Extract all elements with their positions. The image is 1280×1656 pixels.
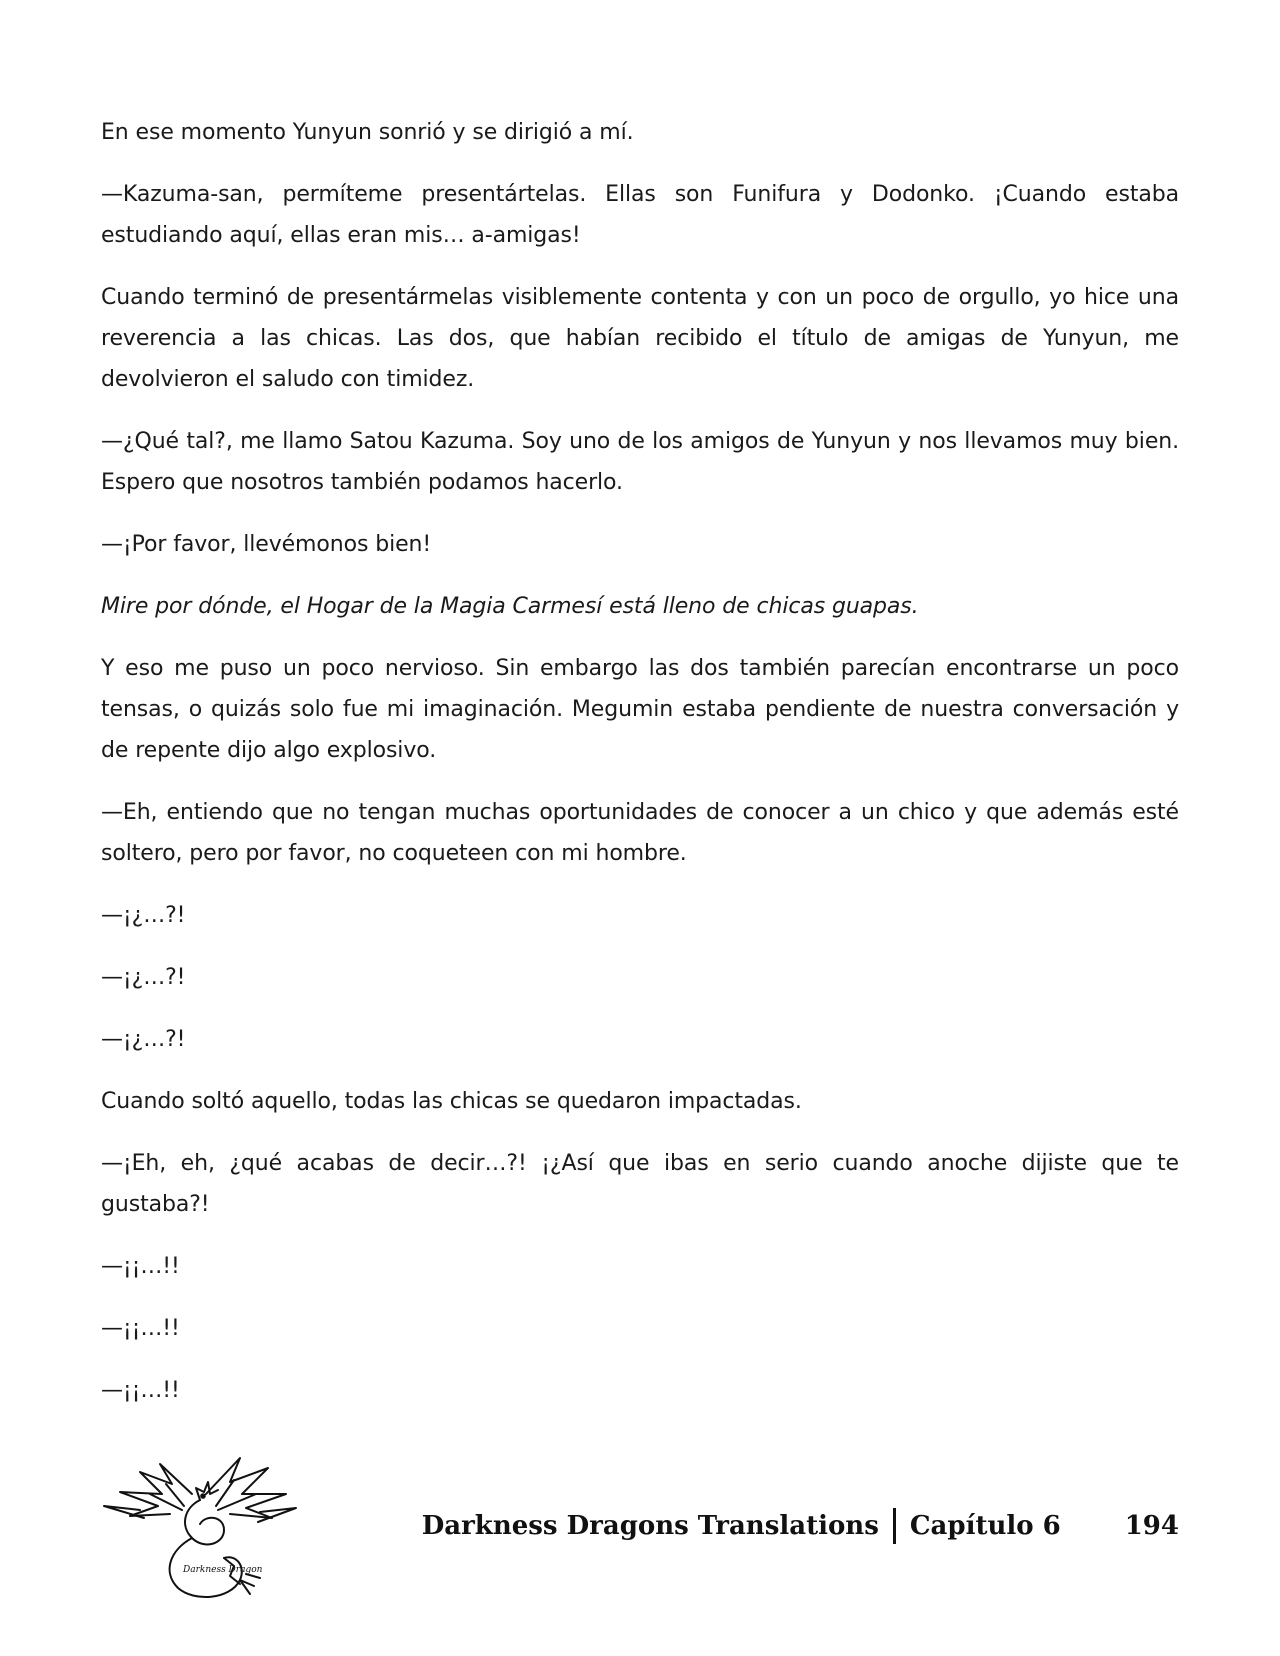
page-content bbox=[101, 112, 1179, 1432]
paragraph: Cuando terminó de presentármelas visiblemente contenta y con un poco de orgullo, yo hice una reverencia a las chicas. Las dos, que habían recibido el título de amigas de Yunyun, me devolvieron el saludo con timidez. bbox=[101, 285, 1179, 392]
paragraph: —¡Eh, eh, ¿qué acabas de decir…?! ¡¿Así que ibas en serio cuando anoche dijiste que te gustaba?! bbox=[101, 1151, 1179, 1217]
logo-text: Darkness Dragon bbox=[183, 1565, 263, 1575]
paragraph: En ese momento Yunyun sonrió y se dirigió a mí. bbox=[101, 120, 634, 145]
paragraph: —Eh, entiendo que no tengan muchas oportunidades de conocer a un chico y que además esté soltero, pero por favor, no coqueteen con mi hombre. bbox=[101, 800, 1179, 866]
group-name: Darkness Dragons Translations bbox=[421, 1511, 879, 1541]
paragraph: Y eso me puso un poco nervioso. Sin embargo las dos también parecían encontrarse un poco tensas, o quizás solo fue mi imaginación. Megumin estaba pendiente de nuestra conversación y de repente dijo algo explosivo. bbox=[101, 656, 1179, 763]
paragraph: —¡¡…!! bbox=[101, 1378, 180, 1403]
paragraph: —¡¡…!! bbox=[101, 1254, 180, 1279]
footer-divider bbox=[893, 1508, 896, 1544]
paragraph: —Kazuma-san, permíteme presentártelas. Ellas son Funifura y Dodonko. ¡Cuando estaba estudiando aquí, ellas eran mis… a-amigas! bbox=[101, 182, 1179, 248]
chapter-label: Capítulo 6 bbox=[909, 1511, 1061, 1541]
dragon-logo-icon bbox=[100, 1454, 300, 1604]
paragraph: —¿Qué tal?, me llamo Satou Kazuma. Soy uno de los amigos de Yunyun y nos llevamos muy bien. Espero que nosotros también podamos hacerlo. bbox=[101, 429, 1179, 495]
paragraph: —¡¡…!! bbox=[101, 1316, 180, 1341]
paragraph: —¡¿…?! bbox=[101, 1027, 186, 1052]
page-number: 194 bbox=[1124, 1511, 1179, 1541]
page-footer bbox=[0, 1450, 1280, 1610]
paragraph: —¡¿…?! bbox=[101, 903, 186, 928]
paragraph: —¡¿…?! bbox=[101, 965, 186, 990]
paragraph: Cuando soltó aquello, todas las chicas se quedaron impactadas. bbox=[101, 1089, 802, 1114]
paragraph: —¡Por favor, llevémonos bien! bbox=[101, 532, 432, 557]
paragraph-italic-thought: Mire por dónde, el Hogar de la Magia Carmesí está lleno de chicas guapas. bbox=[101, 594, 919, 619]
footer-title bbox=[422, 1508, 1179, 1544]
